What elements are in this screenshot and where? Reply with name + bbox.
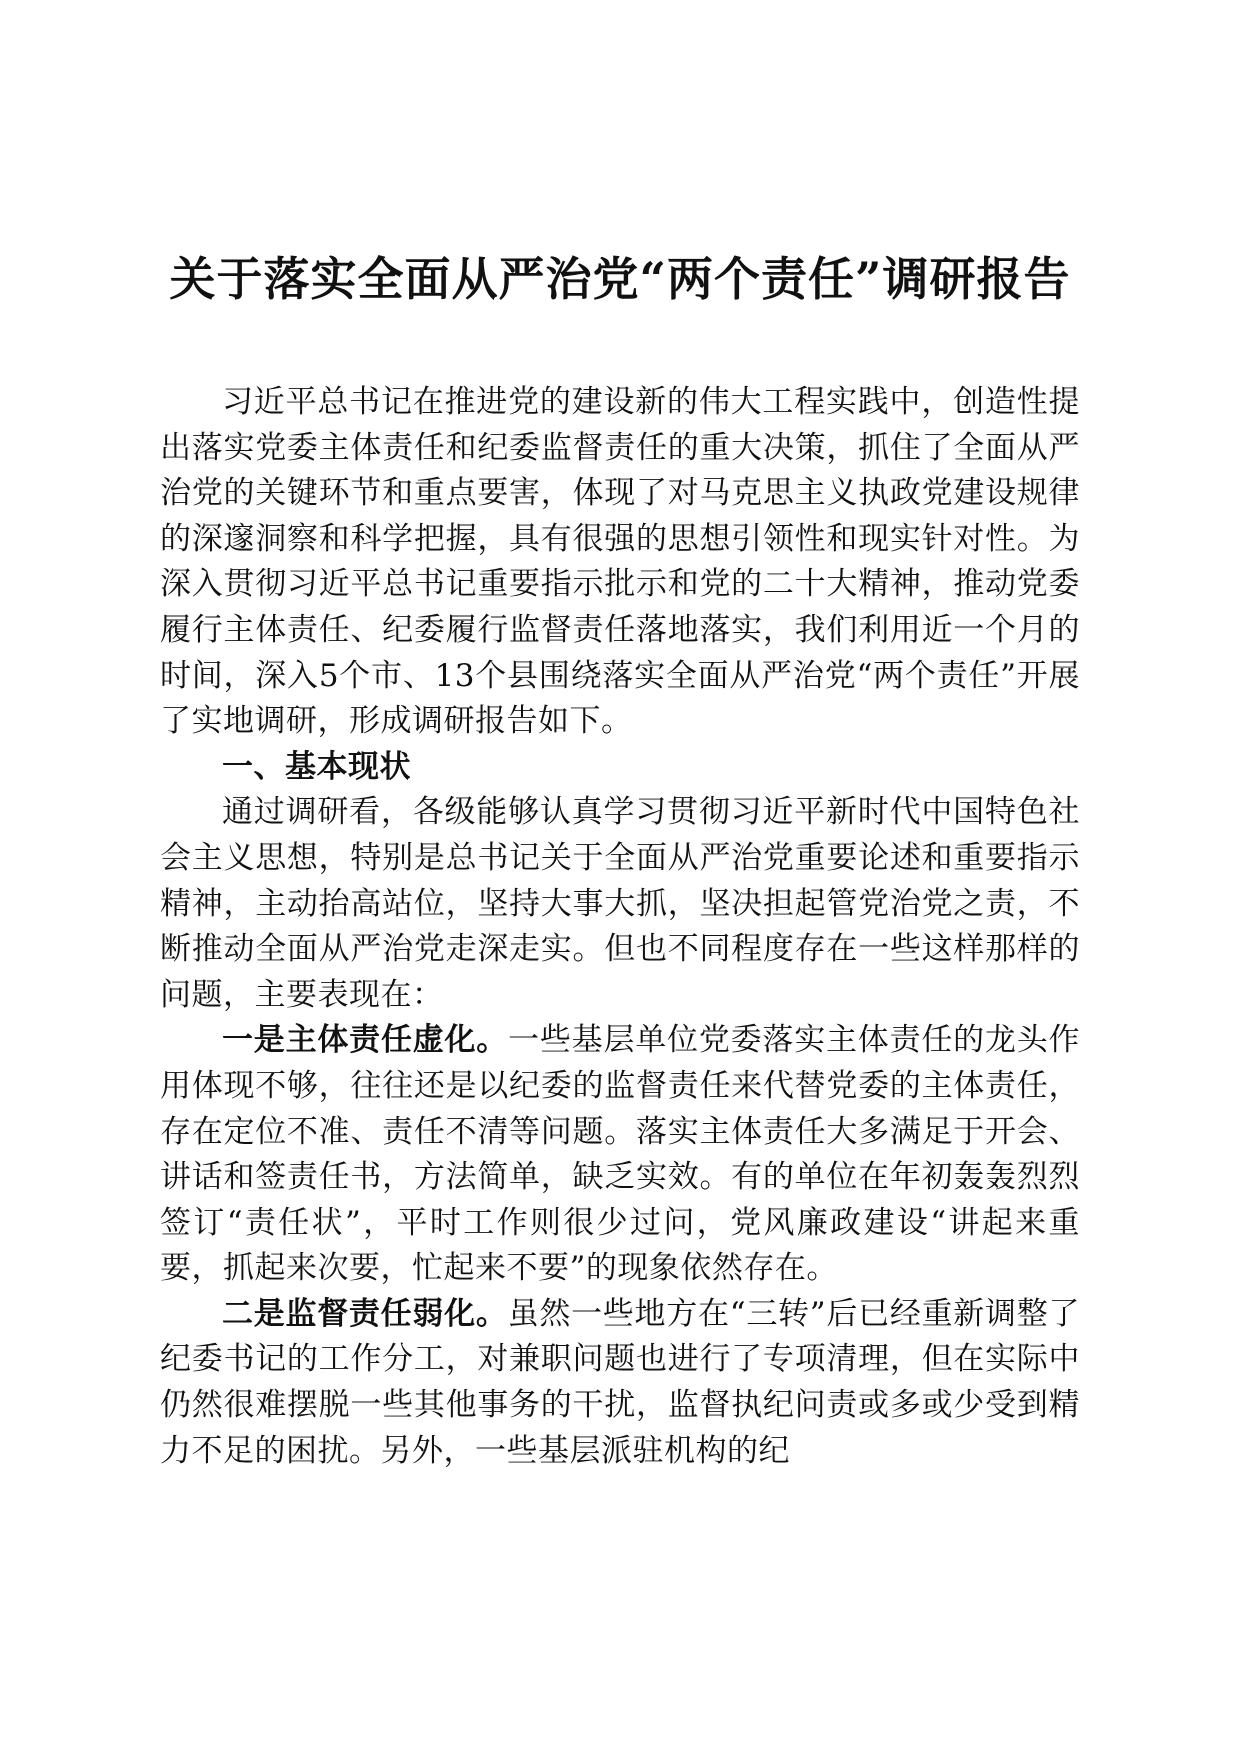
point-2-lead: 二是监督责任弱化。 xyxy=(222,1295,508,1332)
point-1-text: 一些基层单位党委落实主体责任的龙头作用体现不够，往往还是以纪委的监督责任来代替党委的主体责任，存在定位不准、责任不清等问题。落实主体责任大多满足于开会、讲话和签责任书，方法简单，缺乏实效。有的单位在年初轰轰烈烈签订“责任状”，平时工作则很少过问，党风廉政建设“讲起来重要，抓起来次要，忙起来不要”的现象依然存在。 xyxy=(160,1022,1081,1287)
point-2-paragraph xyxy=(160,1292,1080,1474)
basic-status-paragraph: 通过调研看，各级能够认真学习贯彻习近平新时代中国特色社会主义思想，特别是总书记关于全面从严治党重要论述和重要指示精神，主动抬高站位，坚持大事大抓，坚决担起管党治党之责，不断推动全面从严治党走深走实。但也不同程度存在一些这样那样的问题，主要表现在： xyxy=(160,794,1080,1013)
point-1-paragraph xyxy=(160,1018,1080,1292)
point-1-lead: 一是主体责任虚化。 xyxy=(222,1022,509,1059)
point-2-text: 虽然一些地方在“三转”后已经重新调整了纪委书记的工作分工，对兼职问题也进行了专项清理，但在实际中仍然很难摆脱一些其他事务的干扰，监督执纪问责或多或少受到精力不足的困扰。另外，一些基层派驻机构的纪 xyxy=(160,1295,1081,1469)
intro-paragraph: 习近平总书记在推进党的建设新的伟大工程实践中，创造性提出落实党委主体责任和纪委监督责任的重大决策，抓住了全面从严治党的关键环节和重点要害，体现了对马克思主义执政党建设规律的深邃洞察和科学把握，具有很强的思想引领性和现实针对性。为深入贯彻习近平总书记重要指示批示和党的二十大精神，推动党委履行主体责任、纪委履行监督责任落地落实，我们利用近一个月的时间，深入5个市、13个县围绕落实全面从严治党“两个责任”开展了实地调研，形成调研报告如下。 xyxy=(160,384,1080,740)
document-title: 关于落实全面从严治党“两个责任”调研报告 xyxy=(169,252,1071,306)
document-body xyxy=(160,380,1080,1474)
section-heading-basic-status: 一、基本现状 xyxy=(222,748,411,785)
